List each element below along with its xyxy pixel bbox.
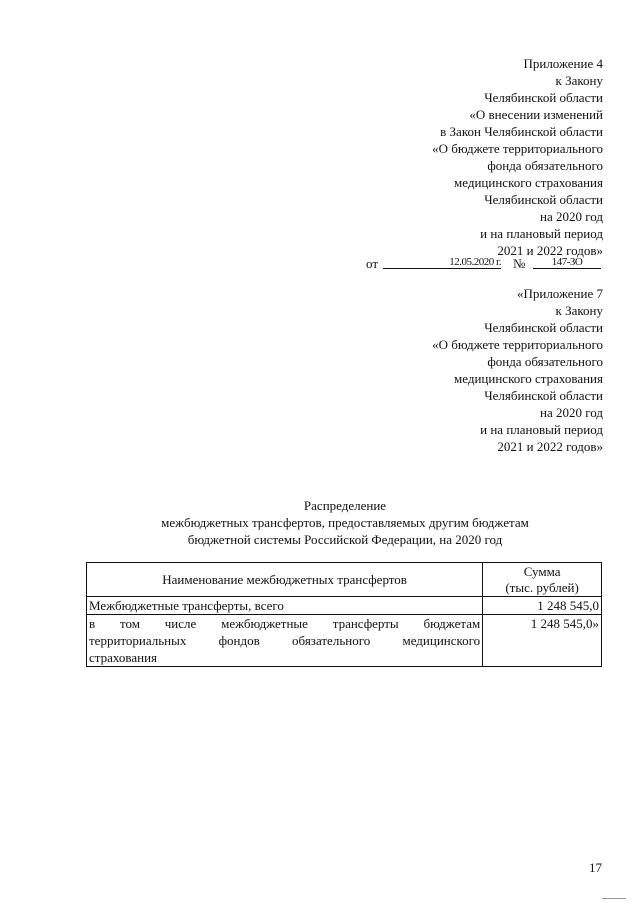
law-number: 147-ЗО [533,254,601,269]
header-sum-line: Сумма [523,563,561,579]
transfers-table [86,562,602,667]
row-name-line: страхования [89,650,158,665]
appendix-7-line: и на плановый период [480,422,603,437]
from-label: от [366,256,379,271]
appendix-7-line: медицинского страхования [454,371,603,386]
appendix-7-line: 2021 и 2022 годов» [497,439,603,454]
header-name-cell: Наименование межбюджетных трансфертов [87,563,483,597]
header-sum-cell [483,563,602,597]
appendix-4-line: Челябинской области [484,90,603,105]
appendix-7-line: к Закону [555,303,603,318]
appendix-4-line: «О внесении изменений [469,107,603,122]
row-name-line: в том числе межбюджетные трансферты бюджетам [89,616,481,631]
appendix-4-line: к Закону [555,73,603,88]
appendix-7-line: Челябинской области [484,320,603,335]
appendix-7-line: «Приложение 7 [516,286,603,301]
appendix-4-line: «О бюджете территориального [432,141,603,156]
table-header-row [87,563,602,597]
appendix-7-line: Челябинской области [484,388,603,403]
row-value-cell: 1 248 545,0» [483,615,602,667]
appendix-7-line: на 2020 год [540,405,603,420]
appendix-4-line: фонда обязательного [487,158,603,173]
row-name-cell: Межбюджетные трансферты, всего [87,597,483,615]
law-date: 12.05.2020 г. [383,254,501,269]
appendix-4-line: Приложение 4 [523,56,603,71]
header-sum-unit: (тыс. рублей) [505,579,579,595]
appendix-7-line: «О бюджете территориального [432,337,603,352]
bottom-rule [602,898,626,899]
row-value-cell: 1 248 545,0 [483,597,602,615]
appendix-7-line: фонда обязательного [487,354,603,369]
title-line: межбюджетных трансфертов, предоставляемых другим бюджетам [161,515,529,530]
page-number: 17 [589,860,602,875]
row-name-cell [87,615,483,667]
appendix-7-header [432,285,603,455]
appendix-4-line: на 2020 год [540,209,603,224]
table-row [87,597,602,615]
appendix-4-line: 2021 и 2022 годов» [497,243,603,258]
appendix-4-line: и на плановый период [480,226,603,241]
document-title [60,497,630,548]
appendix-4-line: Челябинской области [484,192,603,207]
title-line: Распределение [303,498,387,513]
row-name-line: территориальных фондов обязательного медицинского [89,633,481,648]
table-row [87,615,602,667]
number-label: № [513,256,526,271]
title-line: бюджетной системы Российской Федерации, на 2020 год [187,532,503,547]
appendix-4-header [432,55,603,259]
law-date-number-line [366,254,606,271]
appendix-4-line: медицинского страхования [454,175,603,190]
appendix-4-line: в Закон Челябинской области [440,124,603,139]
